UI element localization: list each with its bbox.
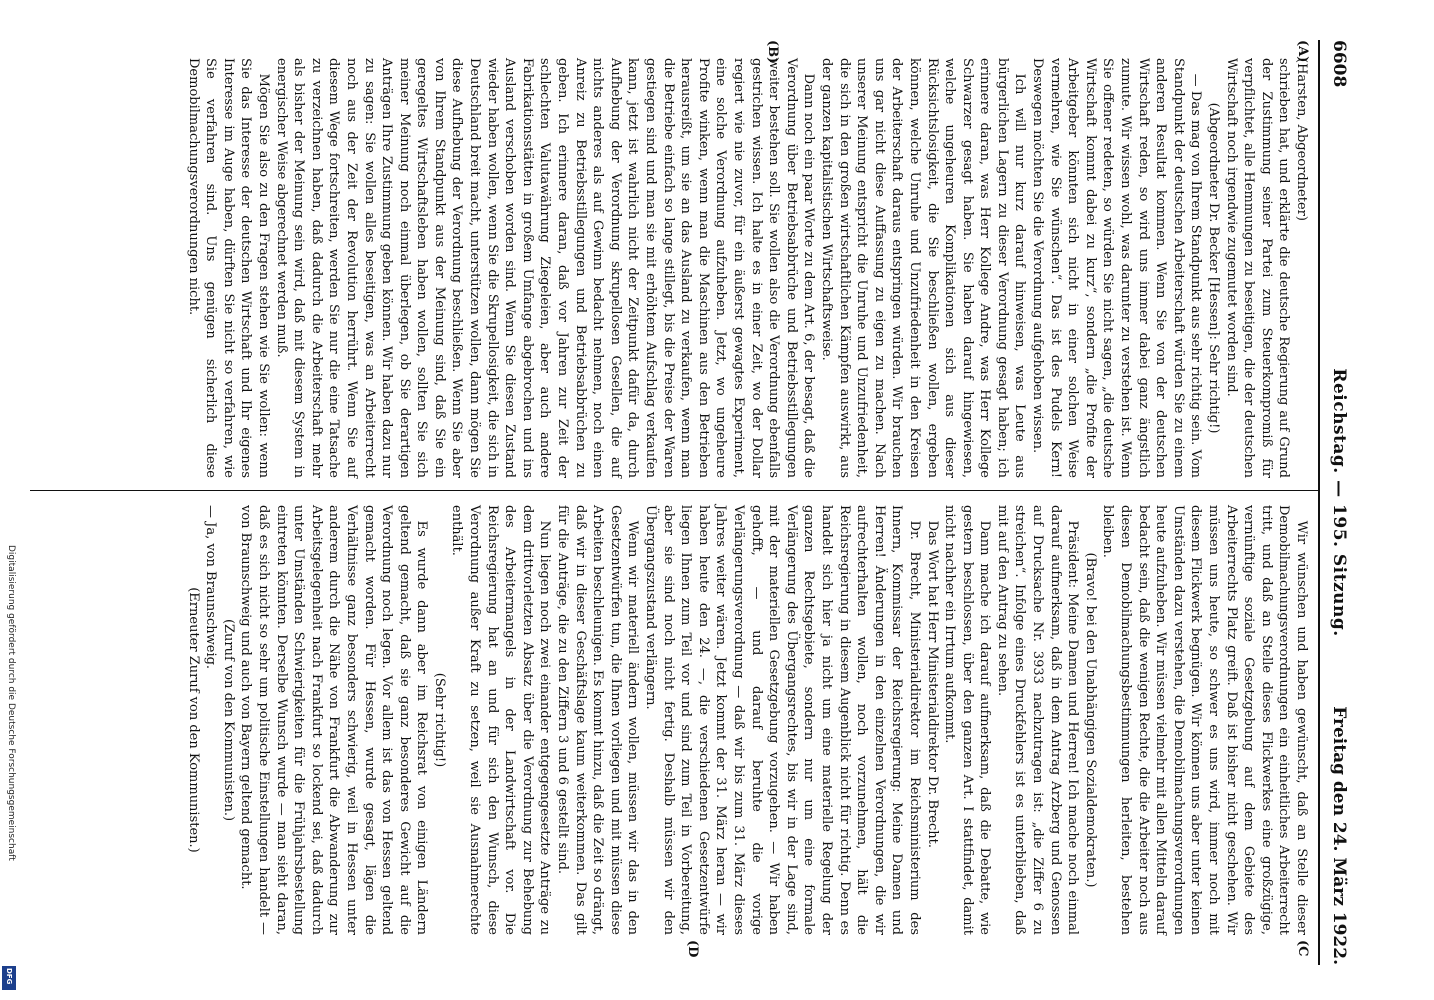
document-page [10, 0, 1390, 1000]
interjection: (Bravo! bei den Unabhängigen Sozialdemokraten.) [1082, 552, 1098, 888]
paragraph: Präsident: Meine Damen und Herren! Ich mache noch einmal darauf aufmerksam, daß in dem Antrag Arzberg und Genossen auf Drucksache Nr. 3933 nachzutragen ist: „die Ziffer 6 zu streichen“. Infolge eines Druckfehlers ist es unterblieben, daß mit auf den Antrag zu sehen. [994, 505, 1081, 935]
page-header [1324, 40, 1354, 965]
paragraph: Dr. Brecht, Ministerialdirektor im Reichsministerium des Innern, Kommissar der Reichsregierung: Meine Damen und Herren! Änderungen in den einzelnen Verordnungen, die wir aufrechterhalten wollen, noch vorzunehmen, hält die Reichsregierung in diesem Augenblick nicht für richtig. Denn es handelt sich hier ja nicht um eine materielle Regelung der ganzen Rechtsgebiete, sondern nur um eine formale Verlängerung des Übergangsrechtes, bis wir in der Lage sind, mit der materiellen Gesetzgebung vorzugehen. — Wir haben gehofft, — und darauf beruhte die vorige Verlängerungsverordnung — daß wir bis zum 31. März dieses Jahres weiter wären. Jetzt kommt der 31. März heran — wir haben heute den 24. —, die verschiedenen Gesetzentwürfe liegen Ihnen zum Teil vor und sind zum Teil in Vorbereitung, aber sie sind noch nicht fertig. Deshalb müssen wir den Übergangszustand verlängern. [643, 505, 922, 935]
paragraph: Dann mache ich darauf aufmerksam, daß die Debatte, wie gestern beschlossen, über den ganzen Art. I stattfindet, damit nicht nachher ein Irrtum aufkommt. [942, 505, 993, 935]
paragraph: Mögen Sie also zu den Fragen stehen wie Sie wollen: wenn Sie das Interesse der deutschen Wirtschaft und Ihr eigenes Interesse im Auge haben, dürften Sie nicht so verfahren, wie Sie verfahren sind. Uns genügen sicherlich diese Demobilmachungsverordnungen nicht. [185, 58, 271, 478]
paragraph: Es wurde dann aber im Reichsrat von einigen Ländern geltend gemacht, daß sie ganz besonderes Gewicht auf die Verordnung noch legen. Vor allem ist das von Hessen geltend gemacht worden. Für Hessen, wurde gesagt, lägen die Verhältnisse ganz besonders schwierig, weil in Hessen unter anderem durch die Nähe von Frankfurt die Abwanderung zur Arbeitsgelegenheit nach Frankfurt so lockend sei, daß dadurch unter Umständen Schwierigkeiten für die Frühjahrsbestellung eintreten könnten. Derselbe Wunsch wurde — man sieht daran, daß es sich nicht so sehr um politische Einstellungen handelt — von Braunschweig und auch von Bayern geltend gemacht. [238, 505, 430, 935]
paragraph: Wir wünschen und haben gewünscht, daß an Stelle dieser Demobilmachungsverordnungen ein einheitliches Arbeiterrecht tritt, und daß an Stelle dieses Flickwerkes eine großzügige, vernünftige soziale Gesetzgebung auf dem Gebiete des Arbeiterrechts Platz greift. Daß ist bisher nicht geschehen. Wir müssen uns heute, so schwer es uns wird, immer noch mit diesem Flickwerk begnügen. Wir können uns aber unter keinen Umständen dazu verstehen, die Demobilmachungsverordnungen heute aufzuheben. Wir müssen vielmehr mit allen Mitteln darauf bedacht sein, daß die wenigen Rechte, die die Arbeiter noch aus diesen Demobilmachungsbestimmungen herleiten, bestehen bleiben. [1100, 505, 1309, 935]
paragraph: Ich will nur kurz darauf hinweisen, was Leute aus bürgerlichen Lagern zu dieser Verordnung gesagt haben; ich erinnere daran, was Herr Kollege Andre, was Herr Kollege Schwarzer gesagt haben. Sie haben darauf hingewiesen, welche ungeheuren Komplikationen sich aus dieser Rücksichtslosigkeit, die Sie beschließen wollen, ergeben können, welche Unruhe und Unzufriedenheit in den Kreisen der Arbeiterschaft daraus entspringen würden. Wir brauchen uns gar nicht diese Auffassung zu eigen zu machen. Nach unserer Meinung entspricht die Unruhe und Unzufriedenheit, die sich in den großen wirtschaftlichen Kämpfen auswirkt, aus der ganzen kapitalistischen Wirtschaftsweise. [818, 58, 1028, 478]
interjection: (Sehr richtig!) [431, 672, 447, 768]
paragraph: schrieben hat, und erklärte die deutsche Regierung auf Grund der Zustimmung seiner Partei zum Steuerkompromiß für verpflichtet, alle Hemmungen zu beseitigen, die der deutschen Wirtschaft noch irgendwie zugemutet worden sind. [1223, 58, 1292, 478]
right-column [184, 505, 1310, 935]
digitization-note [4, 545, 16, 995]
dfg-logo [2, 966, 16, 990]
page-number: 6608 [1329, 40, 1349, 88]
margin-marker-a: (A) [1295, 40, 1310, 63]
paragraph: — Das mag von Ihrem Standpunkt aus sehr richtig sein. Vom Standpunkt der deutschen Arbeiterschaft würden Sie zu einem anderen Resultat kommen. Wenn Sie von der deutschen Wirtschaft reden, so wird uns immer dabei ganz ängstlich zumute. Wir wissen wohl, was darunter zu verstehen ist. Wenn Sie offener redeten, so würden Sie nicht sagen, „die deutsche Wirtschaft kommt dabei zu kurz“, sondern „die Profite der Arbeitgeber könnten sich nicht in einer solchen Weise vermehren, wie Sie wünschen“. Das ist des Pudels Kern! Deswegen möchten Sie die Verordnung aufgehoben wissen. [1030, 58, 1204, 478]
paragraph: — Ja, von Braunschweig. [203, 505, 219, 670]
left-column [184, 58, 1310, 478]
paragraph: Dann noch ein paar Worte zu dem Art. 6, der besagt, daß die Verordnung über Betriebsabbrüche und Betriebsstillegungen weiter bestehen soll. Sie wollen also die Verordnung ebenfalls gestrichen wissen. Ich halte es in einer Zeit, wo der Dollar regiert wie nie zuvor, für ein äußerst gewagtes Experiment, eine solche Verordnung aufzuheben. Jetzt, wo ungeheure Profite winken, wenn man die Maschinen aus den Betrieben herausreißt, um sie an das Ausland zu verkaufen, wenn man die Betriebe einfach so lange stillegt, bis die Preise der Waren gestiegen sind und man sie mit erhöhtem Aufschlag verkaufen kann, jetzt ist wahrlich nicht der Zeitpunkt dafür da, durch Aufhebung der Verordnung skrupellosen Gesellen, die auf nichts anderes als auf Gewinn bedacht nehmen, noch einen Anreiz zu Betriebsstillegungen und Betriebsabbrüchen zu geben. Ich erinnere daran, daß vor Jahren zur Zeit der schlechten Valutawährung Ziegeleien, aber auch andere Fabrikationsstätten in großem Umfange abgebrochen und ins Ausland verschoben worden sind. Wenn Sie diesen Zustand wieder haben wollen, wenn Sie die Skrupellosigkeit, die sich in Deutschland breit macht, unterstützen wollen, dann mögen Sie diese Aufhebung der Verordnung beschließen. Wenn Sie aber von Ihrem Standpunkt aus der Meinung sind, daß Sie ein geregeltes Wirtschaftsleben haben wollen, sollten Sie sich meiner Meinung noch einmal überlegen, ob Sie derartigen Anträgen Ihre Zustimmung geben können. Wir haben dazu nur zu sagen: Sie wollen alles beseitigen, was an Arbeiterrecht noch aus der Zeit der Revolution herrührt. Wenn Sie auf diesem Wege fortschreiten, werden Sie nur die eine Tatsache zu verzeichnen haben, daß dadurch die Arbeiterschaft mehr als bisher der Meinung sein wird, daß mit diesem System in energischer Weise abgerechnet werden muß. [273, 58, 817, 478]
interjection: (Erneuter Zuruf von den Kommunisten.) [185, 587, 201, 853]
speaker-note: (Harsten, Abgeordneter) [1294, 58, 1309, 221]
paragraph: Das Wort hat Herr Ministerialdirektor Dr. Brecht. [924, 520, 940, 848]
paragraph: Wenn wir materiell ändern wollen, müssen wir das in den Gesetzentwürfen tun, die Ihnen vorliegen und mit müssen diese Arbeiten beschleunigen. Es kommt hinzu, daß die Zeit so drängt, daß wir in dieser Geschäftslage kaum weiterkommen. Das gilt für die Anträge, die zu den Ziffern 3 und 6 gestellt sind. [555, 505, 641, 935]
interjection: (Zuruf von den Kommunisten.) [220, 618, 236, 822]
dfg-logo-text: DFG [5, 968, 13, 985]
header-rule [1318, 40, 1320, 965]
paragraph: Nun liegen noch zwei einander entgegengesetzte Anträge zu dem drittvorletzten Absatz über die Verordnung zur Behebung des Arbeitermangels in der Landwirtschaft vor. Die Reichsregierung hat an und für sich den Wunsch, diese Verordnung außer Kraft zu setzen, weil sie Ausnahmerechte enthält. [449, 505, 553, 935]
interjection: (Abgeordneter Dr. Becker [Hessen]: Sehr richtig!) [1206, 102, 1222, 434]
column-divider [30, 490, 1318, 491]
digitization-note-text: Digitalisierung gefördert durch die Deutsche Forschungsgemeinschaft [6, 545, 16, 861]
session-title: Reichstag. — 195. Sitzung. [1329, 368, 1349, 637]
session-date: Freitag den 24. März 1922. [1329, 706, 1349, 965]
margin-marker-b: (B) [765, 40, 780, 64]
margin-marker-c: (C [1295, 940, 1310, 957]
margin-marker-d: (D [685, 940, 700, 958]
